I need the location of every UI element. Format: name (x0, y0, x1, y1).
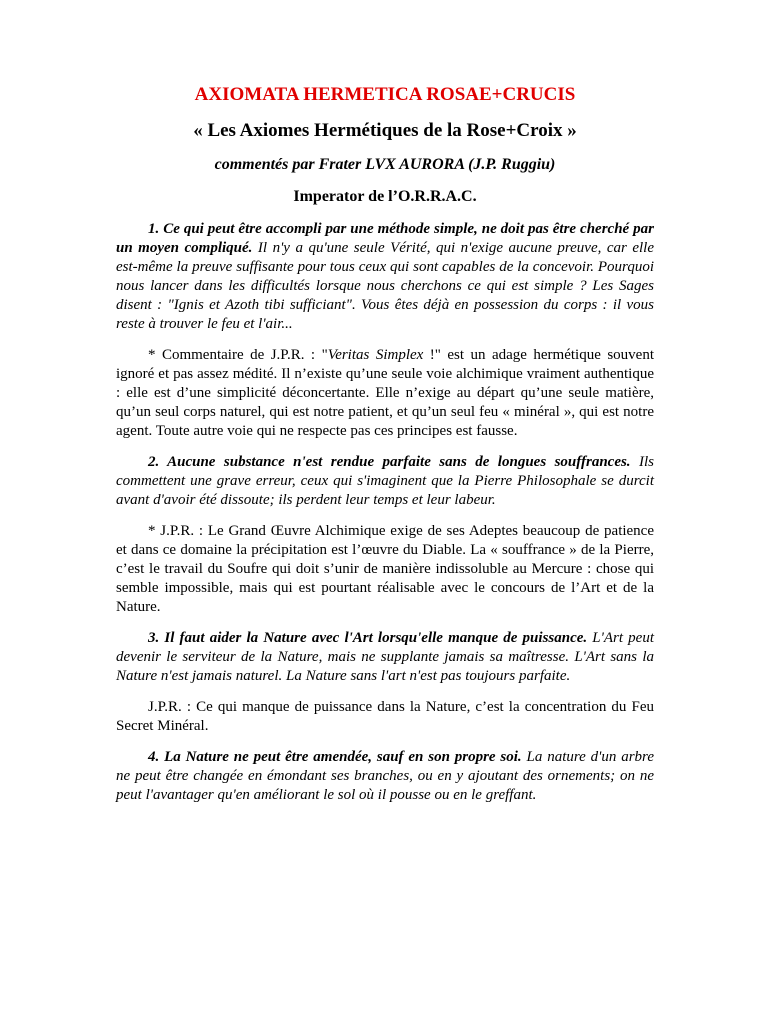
axiom-4-heading: 4. La Nature ne peut être amendée, sauf en son propre soi. (148, 749, 522, 765)
comment-2-paragraph: * J.P.R. : Le Grand Œuvre Alchimique exige de ses Adeptes beaucoup de patience et dans ce domaine la précipitation est l’œuvre du Diable. La « souffrance » de la Pierre, c’est le travail du Soufre qui doit s’unir de manière indissoluble au Mercure : chose qui semble impossible, mais qui est pourtant réalisable avec le concours de l’Art et de la Nature. (116, 523, 654, 615)
comment-1-paragraph (116, 346, 654, 441)
axiom-2-heading: 2. Aucune substance n'est rendue parfaite sans de longues souffrances. (148, 454, 631, 470)
document-title: AXIOMATA HERMETICA ROSAE+CRUCIS (194, 84, 576, 105)
axiom-4-paragraph (116, 748, 654, 805)
axiom-3-heading: 3. Il faut aider la Nature avec l'Art lorsqu'elle manque de puissance. (148, 630, 588, 646)
comment-1-text: !" est un adage hermétique souvent ignoré et pas assez médité. Il n’existe qu’une seule voie alchimique vraiment authentique : elle est d’une simplicité déconcertante. Elle n’exige au départ qu’une seule matière, qu’un seul corps naturel, qui est notre patient, et qu’un seul feu « minéral », qui est notre agent. Toute autre voie qui ne respecte pas ces principes est fausse. (116, 347, 654, 439)
axiom-2-paragraph (116, 453, 654, 510)
document-subtitle: « Les Axiomes Hermétiques de la Rose+Croix » (193, 120, 577, 141)
comment-1-emphasis: Veritas Simplex (327, 347, 424, 363)
comment-1-lead: * Commentaire de J.P.R. : " (148, 347, 328, 363)
document-imperator-line: Imperator de l’O.R.R.A.C. (293, 188, 477, 205)
axiom-4-body: La nature d'un arbre ne peut être changée en émondant ses branches, ou en y ajoutant des ornements; on ne peut l'avantager qu'en améliorant le sol où il pousse ou en le greffant. (116, 749, 654, 803)
document-page (116, 82, 654, 817)
axiom-2-body: Ils commettent une grave erreur, ceux qui s'imaginent que la Pierre Philosophale se durcit avant d'avoir été dissoute; ils perdent leur temps et leur labeur. (116, 454, 654, 508)
axiom-1-heading: 1. Ce qui peut être accompli par une méthode simple, ne doit pas être cherché par un moyen compliqué. (116, 221, 654, 256)
axiom-3-paragraph (116, 629, 654, 686)
comment-3-paragraph: J.P.R. : Ce qui manque de puissance dans la Nature, c’est la concentration du Feu Secret Minéral. (116, 699, 654, 734)
axiom-1-body: Il n'y a qu'une seule Vérité, qui n'exige aucune preuve, car elle est-même la preuve suffisante pour tous ceux qui sont capables de la concevoir. Pourquoi nous lancer dans les difficultés lorsque nous cherchons ce qui est simple ? Les Sages disent : "Ignis et Azoth tibi sufficiant". Vous êtes déjà en possession du corps : il vous reste à trouver le feu et l'air... (116, 240, 654, 332)
axiom-1-paragraph (116, 220, 654, 334)
document-byline: commentés par Frater LVX AURORA (J.P. Ruggiu) (214, 156, 556, 173)
axiom-3-body: L'Art peut devenir le serviteur de la Nature, mais ne supplante jamais sa maîtresse. L'Art sans la Nature n'est jamais naturel. La Nature sans l'art n'est pas toujours parfaite. (116, 630, 654, 684)
